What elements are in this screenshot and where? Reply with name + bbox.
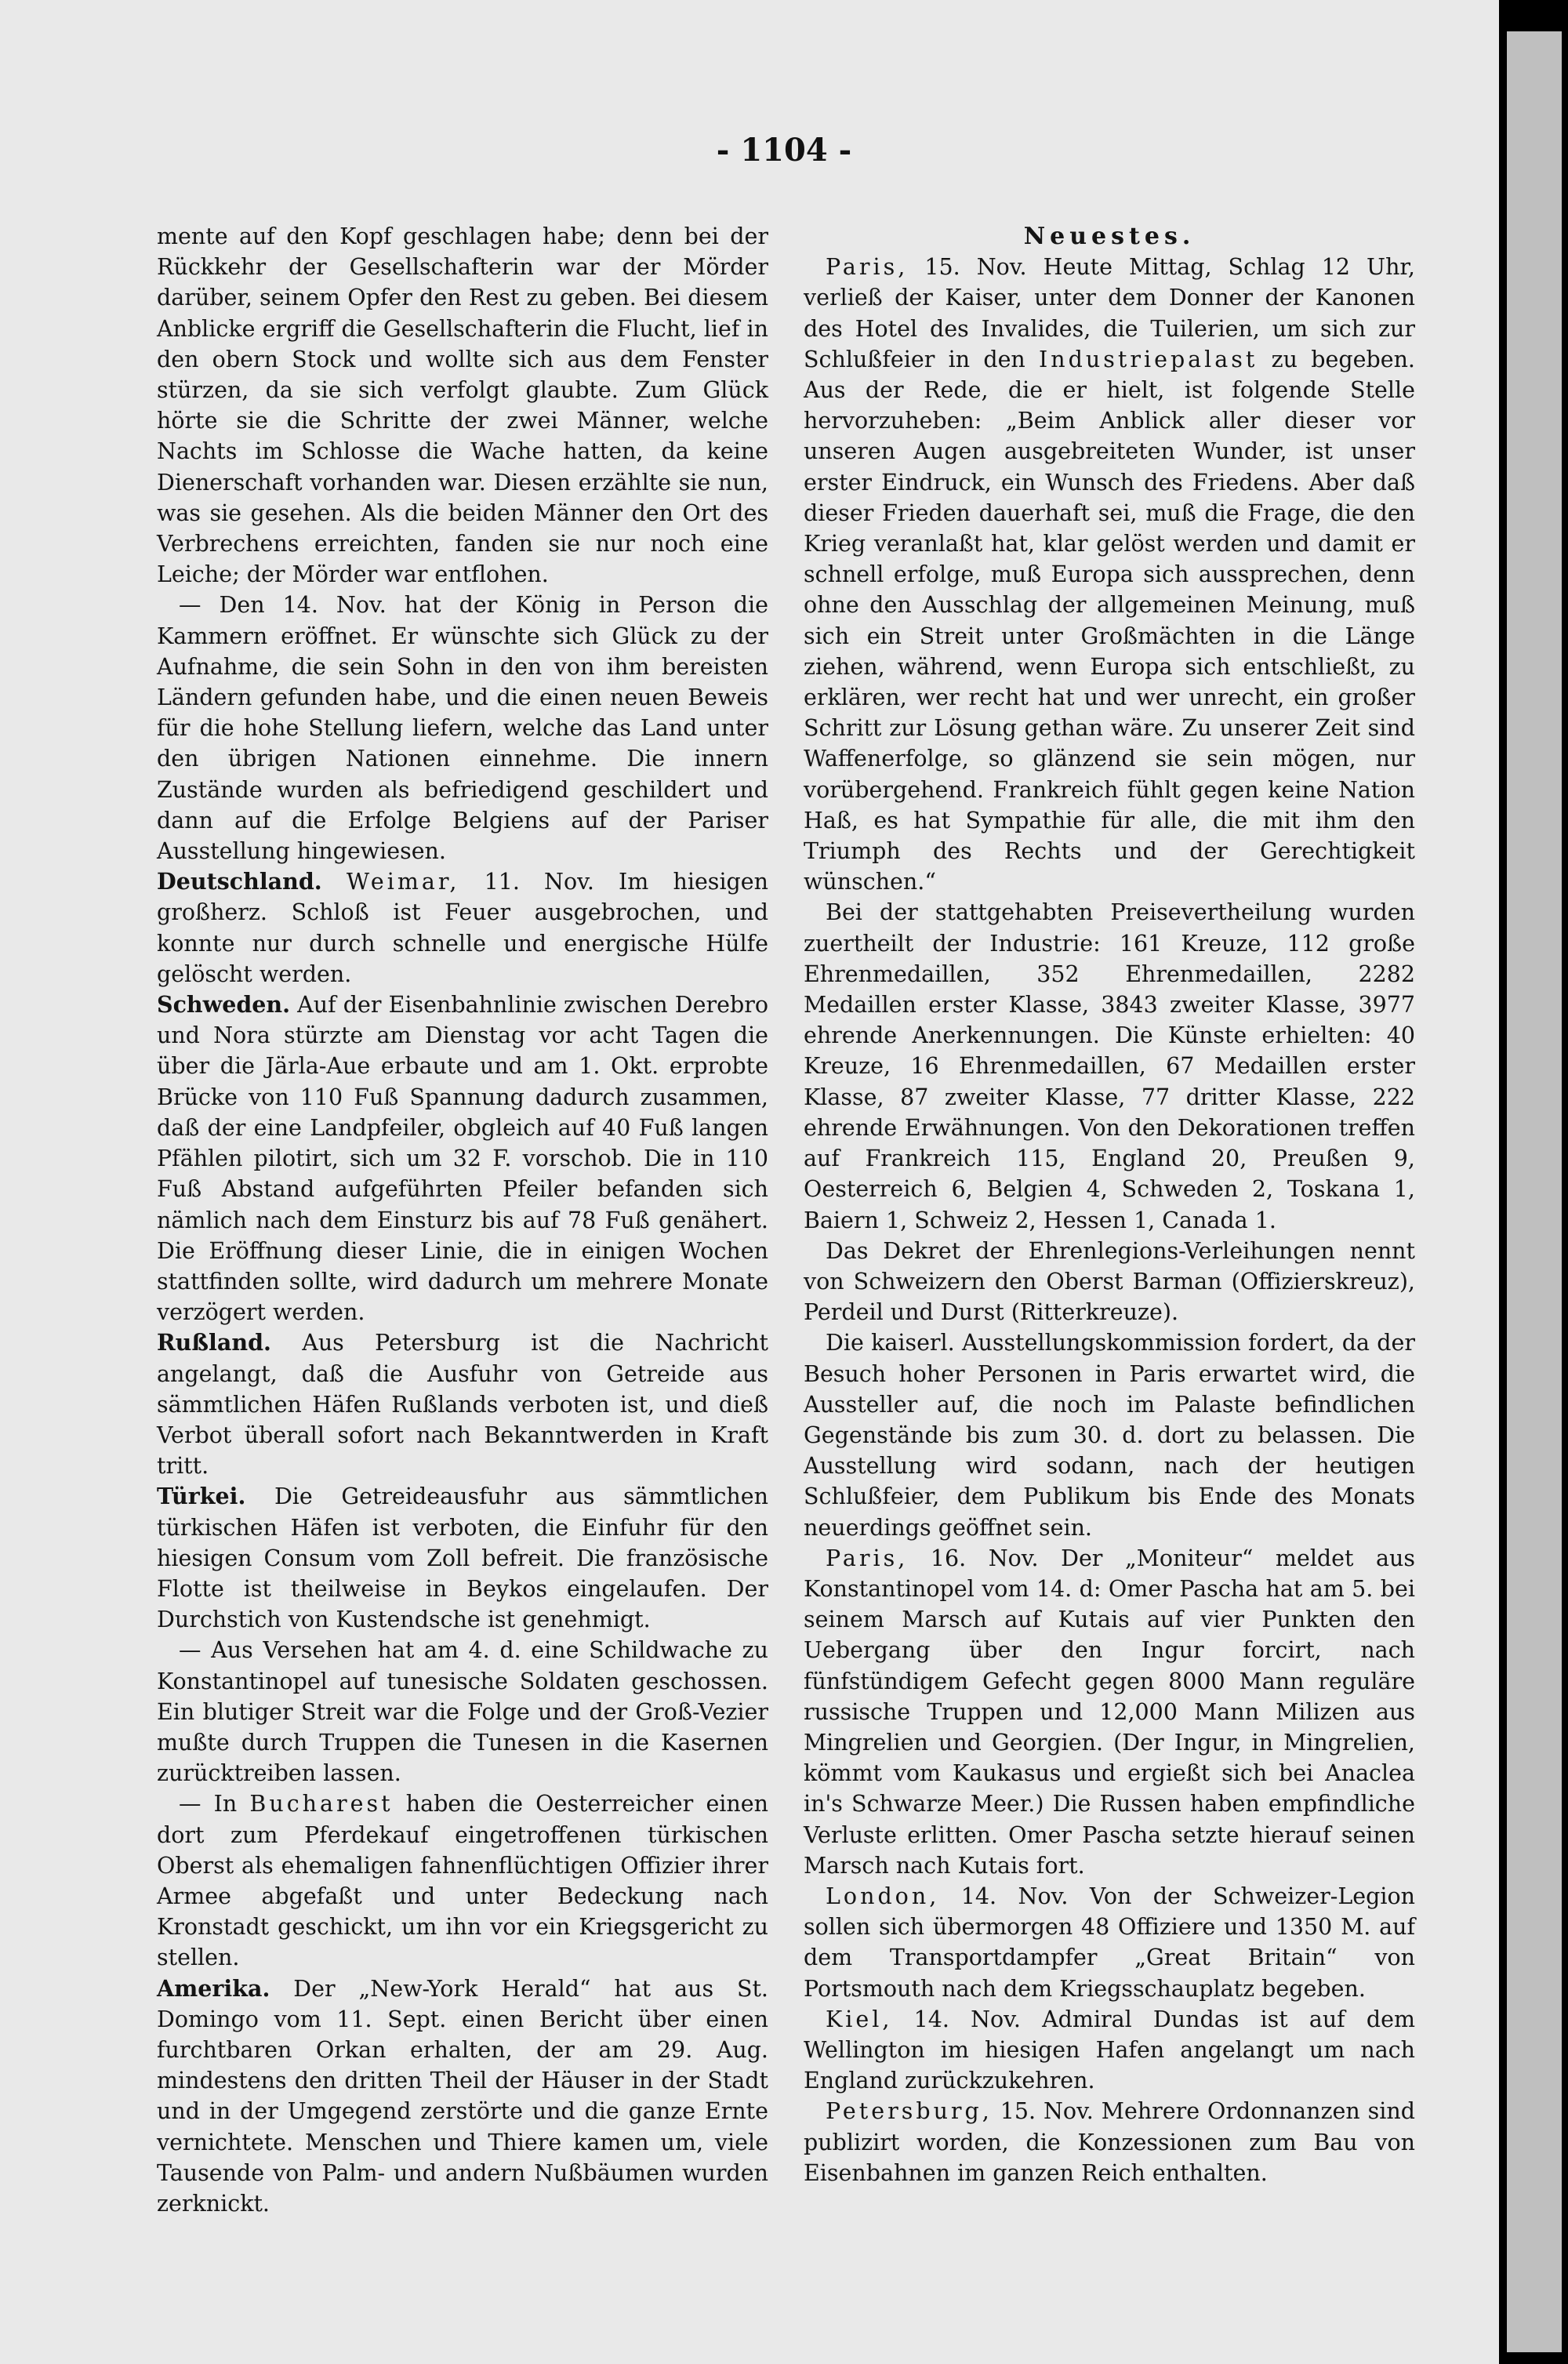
article-prizes: Bei der stattgehabten Preisevertheilung wurden zuertheilt der Industrie: 161 Kreuze, 112 große Ehrenmedaillen, 352 Ehrenmedaillen, 2282 Medaillen erster Klasse, 3843 zweiter Klasse, 3977 ehrende Anerkennungen. Die Künste erhielten: 40 Kreuze, 16 Ehrenmedaillen, 67 Medaillen erster Klasse, 87 zweiter Klasse, 77 dritter Klasse, 222 ehrende Erwähnungen. Von den Dekorationen treffen auf Frankreich 115, England 20, Preußen 9, Oesterreich 6, Belgien 4, Schweden 2, Toskana 1, Baiern 1, Schweiz 2, Hessen 1, Canada 1.	[804, 899, 1415, 1233]
article-text: Die Getreideausfuhr aus sämmtlichen türkischen Häfen ist verboten, die Einfuhr für den hiesigen Consum vom Zoll befreit. Die französische Flotte ist theilweise in Beykos eingelaufen. Der Durchstich von Kustendsche ist genehmigt.	[157, 1483, 769, 1633]
dateline-place: London,	[826, 1883, 940, 1909]
article-text: 16. Nov. Der „Moniteur“ meldet aus Konstantinopel vom 14. d: Omer Pascha hat am 5. bei seinem Marsch auf Kutais auf vier Punkten den Uebergang über den Ingur forcirt, nach fünfstündigem Gefecht gegen 8000 Mann reguläre russische Truppen und 12,000 Mann Milizen aus Mingrelien und Georgien. (Der Ingur, in Mingrelien, kömmt vom Kaukasus und ergießt sich bei Anaclea in's Schwarze Meer.) Die Russen haben empfindliche Verluste erlitten. Omer Pascha setzte hierauf seinen Marsch nach Kutais fort.	[804, 1545, 1415, 1879]
article-legion-honour: Das Dekret der Ehrenlegions-Verleihungen nennt von Schweizern den Oberst Barman (Offizierskreuz), Perdeil und Durst (Ritterkreuze).	[804, 1237, 1415, 1326]
article-germany	[157, 866, 768, 990]
article-constantinople: — Aus Versehen hat am 4. d. eine Schildwache zu Konstantinopel auf tunesische Soldaten geschossen. Ein blutiger Streit war die Folge und der Groß-Vezier mußte durch Truppen die Tunesen in die Kasernen zurücktreiben lassen.	[157, 1637, 768, 1787]
article-text: 14. Nov. Von der Schweizer-Legion sollen sich übermorgen 48 Offiziere und 1350 M. auf dem Transportdampfer „Great Britain“ von Portsmouth nach dem Kriegsschauplatz begeben.	[804, 1883, 1416, 2002]
article-sweden	[157, 990, 768, 1327]
article-continuation: mente auf den Kopf geschlagen habe; denn bei der Rückkehr der Gesellschafterin war der Mörder darüber, seinem Opfer den Rest zu geben. Bei diesem Anblicke ergriff die Gesellschafterin die Flucht, lief in den obern Stock und wollte sich aus dem Fenster stürzen, da sie sich verfolgt glaubte. Zum Glück hörte sie die Schritte der zwei Männer, welche Nachts im Schlosse die Wache hatten, da keine Dienerschaft vorhanden war. Diesen erzählte sie nun, was sie gesehen. Als die beiden Männer den Ort des Verbrechens erreichten, fanden sie nur noch eine Leiche; der Mörder war entflohen.	[157, 223, 768, 588]
section-heading-sweden: Schweden.	[157, 991, 291, 1019]
article-exhibition-commission: Die kaiserl. Ausstellungskommission fordert, da der Besuch hoher Personen in Paris erwartet wird, die Aussteller auf, die noch im Palaste befindlichen Gegenstände bis zum 30. d. dort zu belassen. Die Ausstellung wird sodann, nach der heutigen Schlußfeier, dem Publikum bis Ende des Monats neuerdings geöffnet sein.	[804, 1330, 1415, 1541]
article-bucharest	[157, 1788, 768, 1973]
article-turkey	[157, 1481, 768, 1635]
section-heading-russia: Rußland.	[157, 1329, 271, 1356]
article-paris-closing	[804, 252, 1415, 897]
dateline-place: Petersburg,	[826, 2098, 993, 2125]
article-text: Aus Petersburg ist die Nachricht angelangt, daß die Ausfuhr von Getreide aus sämmtlichen Häfen Rußlands verboten ist, und dieß Verbot überall sofort nach Bekanntwerden in Kraft tritt.	[157, 1330, 768, 1480]
scan-edge	[1501, 0, 1568, 2364]
left-column	[157, 221, 768, 2219]
section-heading-turkey: Türkei.	[157, 1483, 246, 1510]
article-paris-moniteur	[804, 1543, 1415, 1881]
article-text: zu begeben. Aus der Rede, die er hielt, ist folgende Stelle hervorzuheben: „Beim Anblick aller dieser vor unseren Augen ausgebreiteten Wunder, ist unser erster Eindruck, ein Wunsch des Friedens. Aber daß dieser Frieden dauerhaft sei, muß die Frage, die den Krieg veranlaßt hat, klar gelöst werden und damit er schnell erfolge, muß Europa sich aussprechen, denn ohne den Ausschlag der allgemeinen Meinung, muß sich ein Streit unter Großmächten in die Länge ziehen, während, wenn Europa sich entschließt, zu erklären, wer recht hat und wer unrecht, ein großer Schritt zur Lösung gethan wäre. Zu unserer Zeit sind Waffenerfolge, so glänzend sie sein mögen, nur vorübergehend. Frankreich fühlt gegen keine Nation Haß, es hat Sympathie für alle, die mit ihm den Triumph des Rechts und der Gerechtigkeit wünschen.“	[804, 346, 1415, 895]
article-russia	[157, 1327, 768, 1481]
dash-prefix: — In	[179, 1791, 238, 1817]
dateline-place: Industriepalast	[1039, 346, 1258, 372]
article-petersburg	[804, 2096, 1415, 2188]
page-number: - 1104 -	[716, 132, 852, 169]
dateline-place: Paris,	[826, 254, 909, 281]
section-title-latest: Neuestes.	[1023, 223, 1196, 250]
article-text: Auf der Eisenbahnlinie zwischen Derebro und Nora stürzte am Dienstag vor acht Tagen die über die Järla-Aue erbaute und am 1. Okt. erprobte Brücke von 110 Fuß Spannung dadurch zusammen, daß der eine Landpfeiler, obgleich auf 40 Fuß langen Pfählen pilotirt, sich um 32 F. vorschob. Die in 110 Fuß Abstand aufgeführten Pfeiler befanden sich nämlich nach dem Einsturz bis auf 78 Fuß genähert. Die Eröffnung dieser Linie, die in einigen Wochen stattfinden sollte, wird dadurch um mehrere Monate verzögert werden.	[157, 992, 768, 1326]
dateline-place: Bucharest	[249, 1791, 394, 1817]
article-america	[157, 1974, 768, 2220]
right-column	[804, 221, 1415, 2188]
dateline-place: Paris,	[826, 1545, 909, 1571]
article-text: 15. Nov. Heute Mittag, Schlag 12 Uhr, verließ der Kaiser, unter dem Donner der Kanonen des Hotel des Invalides, die Tuilerien, um sich zur Schlußfeier in den	[804, 254, 1415, 372]
dateline-place: Weimar,	[346, 869, 460, 895]
article-text: haben die Oesterreicher einen dort zum Pferdekauf eingetroffenen türkischen Oberst als ehemaligen fahnenflüchtigen Offizier ihrer Armee abgefaßt und unter Bedeckung nach Kronstadt geschickt, um ihn vor ein Kriegsgericht zu stellen.	[157, 1791, 769, 1971]
section-heading-germany: Deutschland.	[157, 868, 322, 895]
article-belgium-parliament: — Den 14. Nov. hat der König in Person die Kammern eröffnet. Er wünschte sich Glück zu der Aufnahme, die sein Sohn in den von ihm bereisten Ländern gefunden habe, und die einen neuen Beweis für die hohe Stellung liefern, welche das Land unter den übrigen Nationen einnehme. Die innern Zustände wurden als befriedigend geschildert und dann auf die Erfolge Belgiens auf der Pariser Ausstellung hingewiesen.	[157, 592, 768, 865]
article-london	[804, 1881, 1415, 2004]
section-heading-america: Amerika.	[157, 1974, 270, 2002]
article-text: 11. Nov. Im hiesigen großherz. Schloß ist Feuer ausgebrochen, und konnte nur durch schnelle und energische Hülfe gelöscht werden.	[157, 869, 769, 987]
article-text: 14. Nov. Admiral Dundas ist auf dem Wellington im hiesigen Hafen angelangt um nach England zurückzukehren.	[804, 2006, 1416, 2094]
adjacent-page-sliver	[1507, 31, 1562, 2352]
article-text: 15. Nov. Mehrere Ordonnanzen sind publizirt worden, die Konzessionen zum Bau von Eisenbahnen im ganzen Reich enthalten.	[804, 2098, 1415, 2186]
article-text: Der „New-York Herald“ hat aus St. Domingo vom 11. Sept. einen Bericht über einen furchtbaren Orkan erhalten, der am 29. Aug. mindestens den dritten Theil der Häuser in der Stadt und in der Umgegend zerstörte und die ganze Ernte vernichtete. Menschen und Thiere kamen um, viele Tausende von Palm- und andern Nußbäumen wurden zerknickt.	[157, 1975, 768, 2217]
article-kiel	[804, 2004, 1415, 2097]
dateline-place: Kiel,	[826, 2006, 893, 2032]
